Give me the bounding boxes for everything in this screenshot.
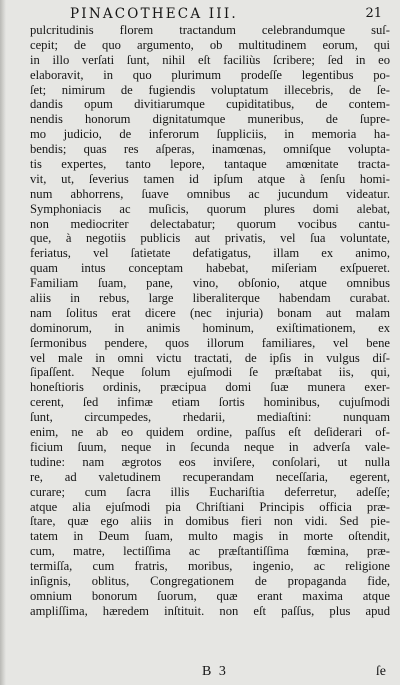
text-line: inſignis, oblitus, Congregationem de propaganda fide,: [30, 573, 390, 588]
text-line: ampliſſima, hæredem inſtituit. non eſt paſſus, plus apud: [30, 603, 390, 618]
text-line: omnium bonorum ſuorum, quæ erant maxima atque: [30, 588, 390, 603]
text-line: curare; cum ſacra illis Euchariſtia deferretur, adeſſe;: [30, 484, 390, 499]
text-line: ficium ſuum, neque in ſecunda neque in adverſa vale-: [30, 439, 390, 454]
text-line: termiſſa, cum fratris, moribus, ingenio, ac religione: [30, 559, 390, 574]
text-line: cerent, ſed infimæ etiam ſortis hominibus, cujuſmodi: [30, 395, 390, 410]
text-line: mo judicio, de inferorum ſuppliciis, in memoria ha-: [30, 127, 390, 142]
text-line: cepit; de quo argumento, ob multitudinem eorum, qui: [30, 37, 390, 52]
text-line: Symphoniacis ac muſicis, quorum plures domi alebat,: [30, 201, 390, 216]
text-line: tatem in Deum ſuam, multo magis in morte oſtendit,: [30, 529, 390, 544]
text-line: Familiam ſuam, pane, vino, obſonio, atque omnibus: [30, 276, 390, 291]
text-line: bendis; quas res aſperas, inamœnas, omniſque volupta-: [30, 142, 390, 157]
text-line: tis expertes, tanto lepore, tantaque amœnitate tracta-: [30, 157, 390, 172]
page-footer: [30, 664, 390, 680]
text-line: dominorum, in animis hominum, exiſtimationem, ex: [30, 320, 390, 335]
text-line: ſermonibus pendere, quos illorum familiares, vel bene: [30, 335, 390, 350]
text-line: tudine: nam ægrotos eos inviſere, conſolari, ut nulla: [30, 454, 390, 469]
running-head: PINACOTHECA III.: [70, 6, 238, 22]
page-header: [70, 6, 382, 24]
text-line: ſet; nimirum de fugiendis voluptatum illecebris, de ſe-: [30, 82, 390, 97]
text-line: honeſtioris ordinis, præcipua domi ſuæ munera exer-: [30, 380, 390, 395]
text-line: dandis opum divitiarumque cupiditatibus, de contem-: [30, 97, 390, 112]
page-number: 21: [365, 6, 382, 21]
text-line: num abhorrens, ſuave omnibus ac jucundum videatur.: [30, 186, 390, 201]
text-line: aliis in rebus, large liberaliterque habendam curabat.: [30, 291, 390, 306]
text-line: enim, ne ab eo quidem ordine, paſſus eſt deſiderari of-: [30, 425, 390, 440]
text-line: feriatus, vel ſatietate defatigatus, illam ex animo,: [30, 246, 390, 261]
text-line: non mediocriter delectabatur; quorum vocibus cantu-: [30, 216, 390, 231]
text-line: pulcritudinis florem tractandum celebrandumque suſ-: [30, 23, 390, 37]
text-line: vel male in omni victu tractati, de ipſis in vulgus diſ-: [30, 350, 390, 365]
body-text: [30, 23, 390, 619]
text-line: re, ad valetudinem recuperandam neceſſaria, egerent,: [30, 469, 390, 484]
scan-shadow-edge: [0, 0, 6, 685]
text-line: cum, matre, lectiſſima ac præſtantiſſima fœmina, præ-: [30, 544, 390, 559]
catchword: ſe: [375, 664, 386, 679]
text-line: que, à negotiis publicis aut privatis, vel ſua voluntate,: [30, 231, 390, 246]
text-line: nendis honorum dignitatumque muneribus, de ſupre-: [30, 112, 390, 127]
signature-mark: B 3: [202, 664, 228, 679]
text-line: quam intus conceptam habebat, miſeriam exſpueret.: [30, 261, 390, 276]
text-line: nam ſolitus erat dicere (nec injuria) bonam aut malam: [30, 305, 390, 320]
text-line: elaboravit, in quo plurimum prodeſſe legentibus po-: [30, 67, 390, 82]
text-line: vit, ut, ſeverius tamen id ipſum atque à ſenſu homi-: [30, 171, 390, 186]
text-line: ſipaſſent. Neque ſolum ejuſmodi ſe præſtabat iis, qui,: [30, 365, 390, 380]
text-line: ſtare, quæ ego aliis in domibus fieri non vidi. Sed pie-: [30, 514, 390, 529]
text-line: atque alia ejuſmodi pia Chriſtiani Principis officia præ-: [30, 499, 390, 514]
text-line: in illo verſati ſunt, nihil eſt faciliùs ſcribere; ſed in eo: [30, 52, 390, 67]
text-line: ſunt, circumpedes, rhedarii, mediaſtini: nunquam: [30, 410, 390, 425]
